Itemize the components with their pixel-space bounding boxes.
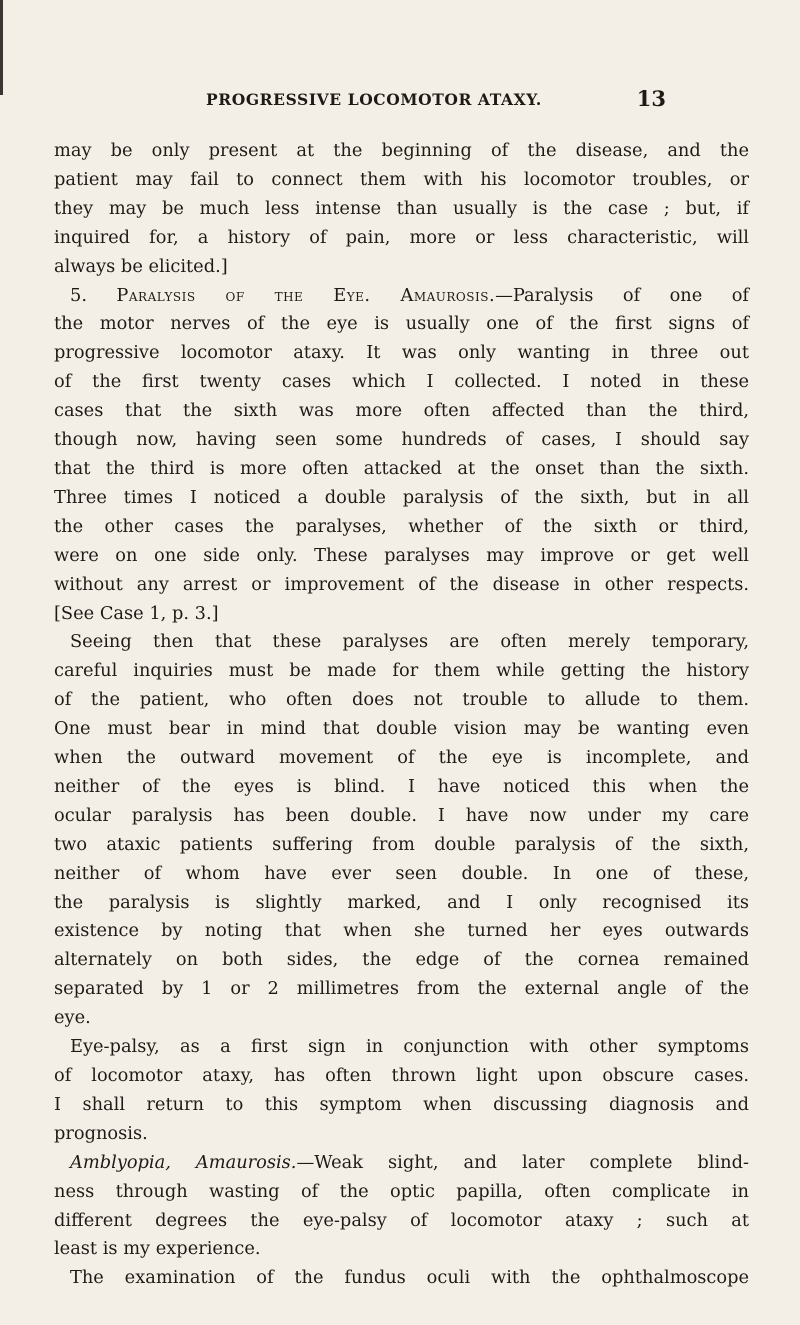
text-line: ocular paralysis has been double. I have now under my care xyxy=(54,804,749,826)
text-line: the other cases the paralyses, whether of the sixth or third, xyxy=(54,515,749,537)
text-line: prognosis. xyxy=(54,1122,148,1144)
page-number: 13 xyxy=(636,86,666,111)
section-heading-continuation: —Paralysis of one of xyxy=(495,284,749,306)
subsection-heading: Amblyopia, Amaurosis. xyxy=(70,1151,297,1173)
text-line: without any arrest or improvement of the disease in other respects. xyxy=(54,573,749,595)
section-heading: Paralysis of the Eye. Amaurosis. xyxy=(116,284,496,306)
text-line: of the patient, who often does not trouble to allude to them. xyxy=(54,689,749,711)
text-line: that the third is more often attacked at the onset than the sixth. xyxy=(54,457,749,479)
text-line: least is my experience. xyxy=(54,1238,261,1260)
text-line: the paralysis is slightly marked, and I only recognised its xyxy=(54,891,749,913)
text-line: when the outward movement of the eye is incomplete, and xyxy=(54,747,749,769)
text-line: careful inquiries must be made for them while getting the history xyxy=(54,660,749,682)
page-header xyxy=(130,86,666,116)
text-line: two ataxic patients suffering from double paralysis of the sixth, xyxy=(54,833,749,855)
text-line: neither of whom have ever seen double. In one of these, xyxy=(54,862,749,884)
text-line: may be only present at the beginning of the disease, and the xyxy=(54,140,749,161)
page-edge-rule xyxy=(0,0,3,95)
text-line: eye. xyxy=(54,1007,91,1029)
text-line: always be elicited.] xyxy=(54,255,228,277)
text-line: cases that the sixth was more often affected than the third, xyxy=(54,400,749,422)
text-line: existence by noting that when she turned her eyes outwards xyxy=(54,920,749,942)
section-number: 5. xyxy=(70,284,117,306)
body-text xyxy=(54,137,749,1293)
text-line: Seeing then that these paralyses are often merely temporary, xyxy=(70,631,749,653)
section-heading-line xyxy=(54,282,749,311)
text-line: [See Case 1, p. 3.] xyxy=(54,602,219,624)
running-head: PROGRESSIVE LOCOMOTOR ATAXY. xyxy=(206,90,542,109)
text-line: separated by 1 or 2 millimetres from the external angle of the xyxy=(54,978,749,1000)
subsection-heading-line xyxy=(54,1149,749,1178)
text-line: progressive locomotor ataxy. It was only wanting in three out xyxy=(54,342,749,364)
text-line: were on one side only. These paralyses may improve or get well xyxy=(54,544,749,566)
text-line: I shall return to this symptom when discussing diagnosis and xyxy=(54,1093,749,1115)
text-line: alternately on both sides, the edge of the cornea remained xyxy=(54,949,749,971)
text-line: Three times I noticed a double paralysis of the sixth, but in all xyxy=(54,486,749,508)
text-line: of locomotor ataxy, has often thrown light upon obscure cases. xyxy=(54,1065,749,1086)
text-line: ness through wasting of the optic papilla, often complicate in xyxy=(54,1180,749,1202)
text-line: though now, having seen some hundreds of cases, I should say xyxy=(54,429,749,451)
text-line: patient may fail to connect them with his locomotor troubles, or xyxy=(54,168,749,190)
text-line: The examination of the fundus oculi with the ophthalmoscope xyxy=(70,1267,749,1289)
subsection-heading-continuation: —Weak sight, and later complete blind- xyxy=(296,1151,749,1173)
text-line: One must bear in mind that double vision may be wanting even xyxy=(54,718,749,740)
text-line: the motor nerves of the eye is usually one of the first signs of xyxy=(54,313,749,335)
text-line: neither of the eyes is blind. I have noticed this when the xyxy=(54,775,749,797)
text-line: they may be much less intense than usually is the case ; but, if xyxy=(54,197,749,219)
text-line: inquired for, a history of pain, more or less characteristic, will xyxy=(54,226,749,248)
text-line: of the first twenty cases which I collected. I noted in these xyxy=(54,371,749,393)
text-line: different degrees the eye-palsy of locomotor ataxy ; such at xyxy=(54,1209,749,1231)
text-line: Eye-palsy, as a first sign in conjunction with other symptoms xyxy=(70,1036,749,1058)
